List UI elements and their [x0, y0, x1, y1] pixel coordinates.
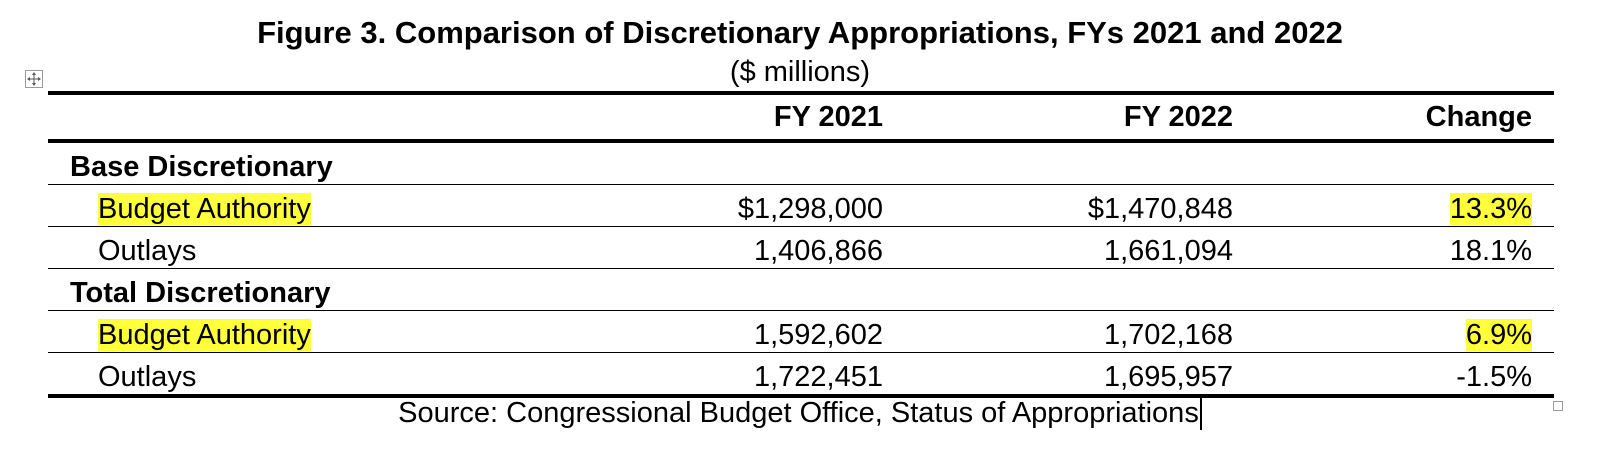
table-row-base-discretionary [48, 141, 1554, 185]
cell-base-ba-fy2021: $1,298,000 [548, 185, 883, 227]
figure-title: Figure 3. Comparison of Discretionary Appropriations, FYs 2021 and 2022 [257, 15, 1343, 50]
cell-total-ba-fy2021: 1,592,602 [548, 311, 883, 353]
table-row-base-outlays [48, 227, 1554, 269]
move-icon [26, 71, 42, 87]
table-row-total-budget-authority [48, 311, 1554, 353]
table-move-handle[interactable] [25, 70, 43, 88]
table-header-row [48, 93, 1554, 141]
table-row-base-budget-authority [48, 185, 1554, 227]
group-label-total: Total Discretionary [48, 269, 548, 311]
cell-base-ba-change: 13.3% [1449, 193, 1532, 225]
header-fy2021: FY 2021 [548, 93, 883, 141]
source-text: Source: Congressional Budget Office, Status of Appropriations [398, 397, 1199, 429]
text-cursor [1200, 394, 1202, 430]
cell-base-outlays-fy2021: 1,406,866 [548, 227, 883, 269]
header-fy2022: FY 2022 [883, 93, 1233, 141]
source-note[interactable] [0, 394, 1600, 432]
cell-total-outlays-fy2021: 1,722,451 [548, 353, 883, 397]
cell-total-ba-change: 6.9% [1465, 319, 1532, 351]
cell-base-ba-fy2022: $1,470,848 [883, 185, 1233, 227]
figure-units: ($ millions) [729, 56, 871, 88]
cell-base-outlays-change: 18.1% [1233, 227, 1554, 269]
row-label-base-outlays: Outlays [48, 227, 548, 269]
table-row-total-outlays [48, 353, 1554, 397]
table-row-total-discretionary [48, 269, 1554, 311]
row-label-base-budget-authority: Budget Authority [98, 193, 311, 225]
header-change: Change [1233, 93, 1554, 141]
cell-total-ba-fy2022: 1,702,168 [883, 311, 1233, 353]
row-label-total-outlays: Outlays [48, 353, 548, 397]
cell-base-outlays-fy2022: 1,661,094 [883, 227, 1233, 269]
cell-total-outlays-fy2022: 1,695,957 [883, 353, 1233, 397]
row-label-total-budget-authority: Budget Authority [98, 319, 311, 351]
group-label-base: Base Discretionary [48, 141, 548, 185]
header-label-cell [48, 93, 548, 141]
cell-total-outlays-change: -1.5% [1233, 353, 1554, 397]
appropriations-table [48, 91, 1554, 398]
